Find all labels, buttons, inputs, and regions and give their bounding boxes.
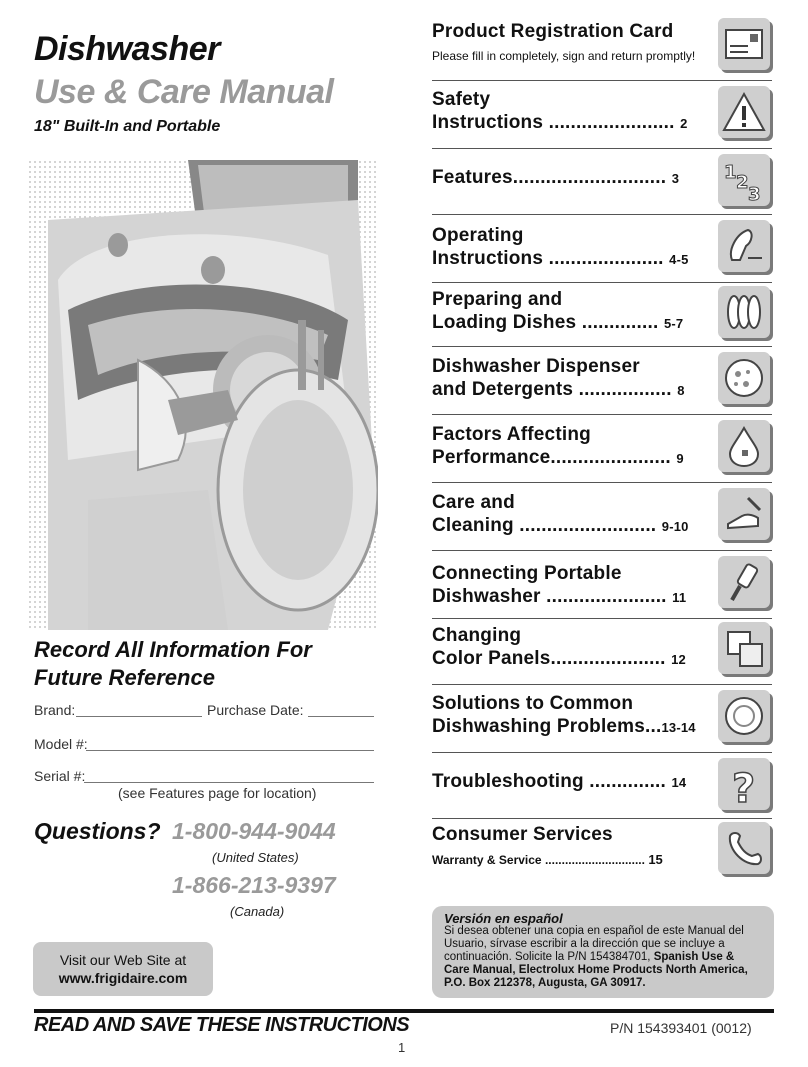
spanish-address: Spanish Use & Care Manual, Electrolux Home Products North America, P.O. Box 212378, Augusta, GA 30917. [444,951,748,989]
purchase-date-label: Purchase Date: [207,702,304,718]
phone-us[interactable]: 1-800-944-9044 [172,818,336,844]
water-drop-icon [718,420,770,472]
consumer-title: Consumer Services [432,824,613,845]
page-number: 1 [398,1040,406,1055]
toc-item-title: Preparing and [432,289,563,310]
hand-press-icon [718,220,770,272]
consumer-note: Warranty & Service .............................. [432,853,645,867]
toc-item-title: Safety [432,89,491,110]
toc-item-title: Troubleshooting .............. [432,771,666,792]
svg-text:3: 3 [748,184,761,205]
toc-item-title: Solutions to Common [432,693,634,714]
brand-field[interactable] [76,702,202,717]
toc-item-page: 11 [672,590,687,605]
panel-swap-icon [718,622,770,674]
warning-icon [718,86,770,138]
toc-item-title: Features............................ [432,167,667,188]
website-line1: Visit our Web Site at [59,952,187,968]
record-heading-line2: Future Reference [34,665,215,690]
record-heading-line1: Record All Information For [34,637,312,662]
document-title: Dishwasher [34,30,220,68]
toc-divider [432,752,772,753]
model-line: 18" Built-In and Portable [34,118,221,135]
us-label: (United States) [212,850,299,865]
toc-item-leader: Dishwashing Problems... [432,716,662,737]
toc-divider [432,414,772,415]
toc-divider [432,684,772,685]
website-link[interactable]: www.frigidaire.com [58,970,188,986]
model-field[interactable] [86,736,374,751]
dish-stack-icon [718,286,770,338]
toc-divider [432,550,772,551]
read-save-instructions: READ AND SAVE THESE INSTRUCTIONS [34,1014,410,1036]
toc-divider [432,818,772,819]
detergent-icon [718,352,770,404]
website-box [33,942,213,996]
toc-item-title: Dishwasher Dispenser [432,356,640,377]
postcard-icon [718,18,770,70]
footer-rule [34,1009,774,1013]
toc-item-page: 9-10 [661,519,689,534]
phone-icon [718,822,770,874]
toc-item-page: 2 [680,116,688,131]
hose-connector-icon [718,556,770,608]
toc-item-title: Care and [432,492,515,513]
toc-item-title: Operating [432,225,524,246]
brand-label: Brand: [34,702,76,718]
part-number: P/N 154393401 (0012) [610,1020,752,1036]
toc-item-page: 5-7 [663,316,684,331]
toc-item-leader: and Detergents ................. [432,379,672,400]
toc-divider [432,214,772,215]
spanish-box [432,906,774,998]
toc-item-title: Connecting Portable [432,563,622,584]
toc-item-page: 14 [671,775,687,790]
dishwasher-illustration [28,160,378,630]
toc-divider [432,80,772,81]
svg-text:2: 2 [736,172,749,193]
toc-item-leader: Instructions ....................... [432,112,675,133]
toc-divider [432,618,772,619]
toc-item-page: 9 [676,451,684,466]
toc-divider [432,148,772,149]
toc-item-leader: Instructions ..................... [432,248,664,269]
toc-item-leader: Dishwasher ...................... [432,586,667,607]
serial-note: (see Features page for location) [118,785,317,801]
toc-item-leader: Performance...................... [432,447,671,468]
questions-label: Questions? [34,818,161,844]
numbers-icon [718,154,770,206]
model-label: Model #: [34,736,88,752]
question-icon [718,758,770,810]
toc-item-leader: Loading Dishes .............. [432,312,659,333]
plate-icon [718,690,770,742]
cleaning-hand-icon [718,488,770,540]
svg-text:1: 1 [724,162,737,183]
toc-item-page: 3 [671,171,680,186]
toc-item-page: 13-14 [661,720,696,735]
serial-label: Serial #: [34,768,86,784]
toc-item-title: Factors Affecting [432,424,591,445]
svg-text:?: ? [732,766,756,810]
canada-label: (Canada) [230,904,285,919]
purchase-date-field[interactable] [308,702,374,717]
toc-item-page: 4-5 [669,252,689,267]
toc-divider [432,346,772,347]
document-subtitle: Use & Care Manual [34,73,334,111]
phone-canada[interactable]: 1-866-213-9397 [172,872,336,898]
spanish-heading: Versión en español [444,911,563,926]
toc-item-title: Changing [432,625,522,646]
toc-item-page: 15 [648,852,663,867]
registration-note: Please fill in completely, sign and return promptly! [432,49,696,63]
serial-field[interactable] [84,768,374,783]
toc-item-page: 12 [671,652,686,667]
toc-divider [432,482,772,483]
toc-divider [432,282,772,283]
spanish-body: Si desea obtener una copia en español de este Manual del Usuario, sírvase escribir a la dirección que se incluye a continuación. Solicite la P/N 154384701, [444,925,744,963]
toc-item-leader: Cleaning ......................... [432,515,657,536]
record-heading [34,636,394,692]
registration-title: Product Registration Card [432,21,674,42]
toc-item-leader: Color Panels..................... [432,648,666,669]
toc-item-page: 8 [677,383,685,398]
